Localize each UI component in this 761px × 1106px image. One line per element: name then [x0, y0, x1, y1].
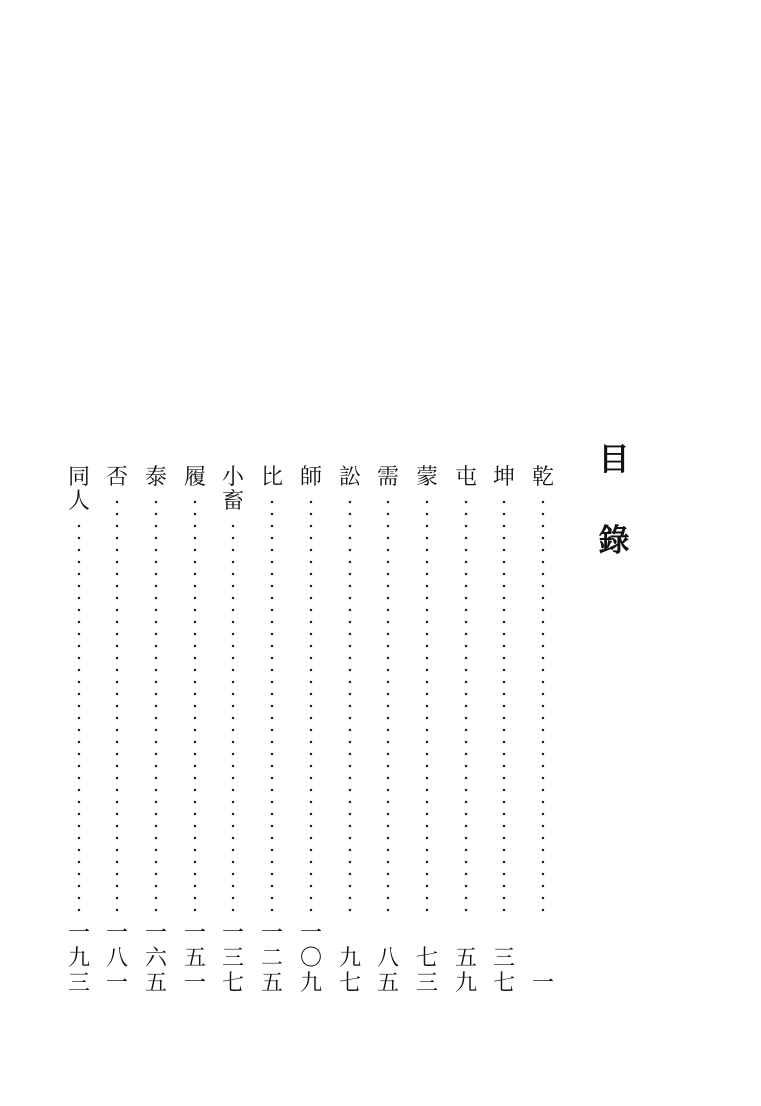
toc-entry[interactable] [528, 466, 558, 996]
toc-entry-title [180, 466, 210, 490]
toc-entry-page-number [257, 921, 287, 996]
toc-entry-page-digit: 七 [221, 971, 244, 996]
toc-entry-page-digit: 七 [492, 971, 515, 996]
toc-entry-page-digit: 一 [144, 921, 167, 946]
toc-entry-title-char: 同 [67, 465, 90, 490]
toc-entry[interactable] [64, 466, 94, 996]
toc-entry-page-digit: 七 [338, 971, 361, 996]
toc-entry-page-digit: 五 [376, 971, 399, 996]
toc-entry-page-digit: 〇 [299, 946, 322, 971]
toc-entry-page-digit: 七 [415, 946, 438, 971]
toc-entry-title [257, 466, 287, 490]
toc-entry-page-number [373, 946, 403, 996]
dot-leader [348, 496, 352, 915]
toc-entry-page-digit: 五 [183, 946, 206, 971]
toc-entry-page-digit: 六 [144, 946, 167, 971]
toc-entry-page-digit: 九 [454, 971, 477, 996]
dot-leader [115, 496, 119, 915]
toc-entry-page-digit: 一 [260, 921, 283, 946]
toc-entry-title [141, 466, 171, 490]
dot-leader [270, 496, 274, 915]
toc-entry-title-char: 乾 [531, 465, 554, 490]
toc-entry-page-digit: 一 [105, 921, 128, 946]
toc-entry-page-digit: 一 [183, 921, 206, 946]
toc-entry-page-digit: 三 [67, 971, 90, 996]
dot-leader [425, 496, 429, 915]
toc-entry-page-digit: 一 [105, 971, 128, 996]
toc-entry-title-char: 比 [260, 465, 283, 490]
toc-entry-page-digit: 三 [492, 946, 515, 971]
toc-entry[interactable] [451, 466, 481, 996]
toc-entry-page-digit: 二 [260, 946, 283, 971]
toc-entry-title-char: 否 [105, 465, 128, 490]
toc-entry-page-digit: 一 [531, 971, 554, 996]
toc-entry-page-digit: 八 [105, 946, 128, 971]
toc-entry-title-char: 蒙 [415, 465, 438, 490]
toc-entry-title-char: 人 [67, 489, 90, 514]
toc-entry-page-digit: 一 [67, 921, 90, 946]
toc-entry-title-char: 畜 [221, 489, 244, 514]
toc-entry-title-char: 履 [183, 465, 206, 490]
toc-entry-title-char: 小 [221, 465, 244, 490]
toc-entry-title [373, 466, 403, 490]
toc-entry-page-number [296, 921, 326, 996]
toc-entry-page-digit: 一 [299, 921, 322, 946]
toc-entry-title [451, 466, 481, 490]
dot-leader [386, 496, 390, 915]
toc-entry-page-digit: 一 [221, 921, 244, 946]
toc-entry-page-digit: 五 [144, 971, 167, 996]
toc-entry-page-digit: 一 [183, 971, 206, 996]
toc-entry-title [64, 466, 94, 514]
toc-entry-page-digit: 九 [299, 971, 322, 996]
toc-entry-page-digit: 九 [338, 946, 361, 971]
toc-heading-char-1: 目 [598, 442, 630, 478]
toc-entry-page-number [489, 946, 519, 996]
toc-entry-page-number [412, 946, 442, 996]
toc-entry[interactable] [257, 466, 287, 996]
toc-entry-page-number [180, 921, 210, 996]
dot-leader [154, 496, 158, 915]
toc-entry-page-number [218, 921, 248, 996]
dot-leader [231, 520, 235, 915]
toc-entry-title [218, 466, 248, 514]
dot-leader [77, 520, 81, 915]
toc-entry-title [489, 466, 519, 490]
toc-entry[interactable] [141, 466, 171, 996]
toc-entry-title [528, 466, 558, 490]
toc-entry-page-digit: 三 [221, 946, 244, 971]
dot-leader [541, 496, 545, 915]
toc-entry-title-char: 坤 [492, 465, 515, 490]
toc-entry[interactable] [335, 466, 365, 996]
toc-heading-char-2: 錄 [598, 523, 630, 559]
toc-heading [594, 442, 634, 559]
toc-entry-page-number [528, 971, 558, 996]
toc-entry-title [412, 466, 442, 490]
toc-entry[interactable] [412, 466, 442, 996]
toc-entry-page-number [141, 921, 171, 996]
dot-leader [464, 496, 468, 915]
toc-entry[interactable] [373, 466, 403, 996]
toc-entry-page-number [335, 946, 365, 996]
toc-entry-page-digit: 三 [415, 971, 438, 996]
toc-entry-title-char: 訟 [338, 465, 361, 490]
toc-entry-page-number [102, 921, 132, 996]
toc-entry-title [102, 466, 132, 490]
toc-entry-page-number [64, 921, 94, 996]
toc-entry-page-digit: 八 [376, 946, 399, 971]
toc-entry-title-char: 泰 [144, 465, 167, 490]
toc-entry[interactable] [296, 466, 326, 996]
toc-entry-title-char: 師 [299, 465, 322, 490]
toc-entry-title-char: 需 [376, 465, 399, 490]
toc-entry[interactable] [218, 466, 248, 996]
toc-entry-page-number [451, 946, 481, 996]
toc-entry[interactable] [102, 466, 132, 996]
toc-entry-title-char: 屯 [454, 465, 477, 490]
toc-entry-page-digit: 五 [454, 946, 477, 971]
dot-leader [502, 496, 506, 915]
toc-entry-title [296, 466, 326, 490]
dot-leader [193, 496, 197, 915]
toc-entry[interactable] [180, 466, 210, 996]
dot-leader [309, 496, 313, 915]
toc-entry-page-digit: 五 [260, 971, 283, 996]
toc-entry[interactable] [489, 466, 519, 996]
toc-entry-page-digit: 九 [67, 946, 90, 971]
toc-entry-title [335, 466, 365, 490]
